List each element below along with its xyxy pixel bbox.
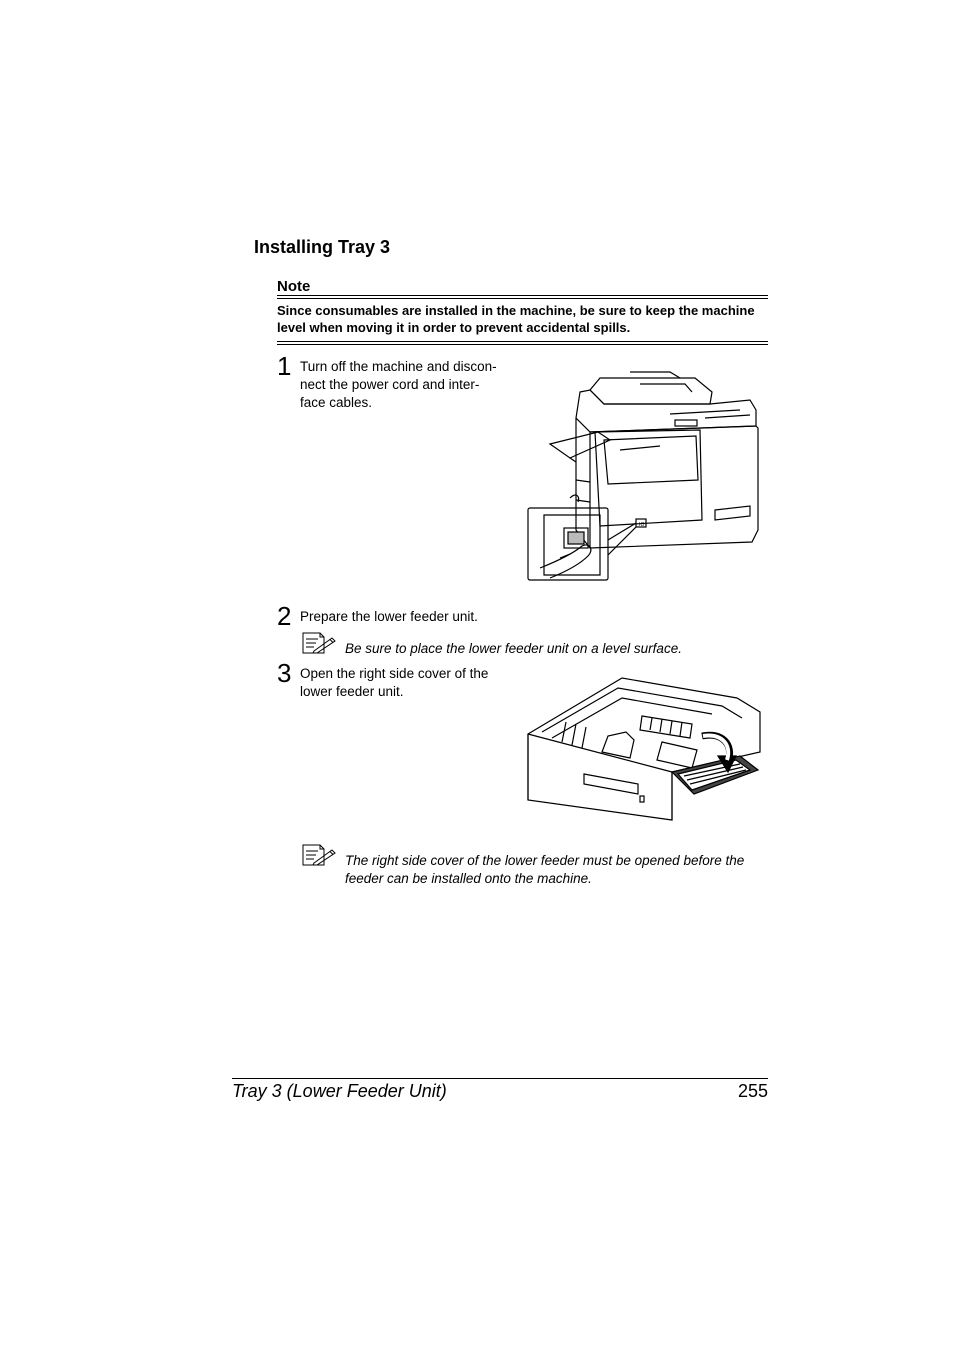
lower-feeder-unit-illustration xyxy=(522,672,767,827)
note-text: Since consumables are installed in the machine, be sure to keep the machine level when moving it in order to prevent accidental spills. xyxy=(277,303,755,335)
tip-1-line: Be sure to place the lower feeder unit on a level surface. xyxy=(345,641,682,656)
svg-text:IO: IO xyxy=(639,522,645,528)
step-1-line: nect the power cord and inter- xyxy=(300,377,480,392)
step-1-line: face cables. xyxy=(300,395,373,410)
page-heading: Installing Tray 3 xyxy=(254,237,391,257)
tip-1-text xyxy=(345,640,682,658)
step-1-number: 1 xyxy=(277,351,292,381)
tip-2-text xyxy=(345,852,744,888)
step-1-line: Turn off the machine and discon- xyxy=(300,359,497,374)
note-top-rule-2 xyxy=(277,298,768,299)
note-bottom-rule xyxy=(277,341,768,342)
step-2-text xyxy=(300,608,478,626)
step-3-number: 3 xyxy=(277,658,292,688)
tip-2-line: feeder can be installed onto the machine. xyxy=(345,871,592,886)
note-pencil-icon xyxy=(302,844,336,866)
note-pencil-icon xyxy=(302,632,336,654)
step-3-line: lower feeder unit. xyxy=(300,684,404,699)
footer-section-title: Tray 3 (Lower Feeder Unit) xyxy=(232,1081,447,1101)
note-top-rule xyxy=(277,295,768,296)
step-1-text xyxy=(300,358,497,412)
page-number: 255 xyxy=(737,1081,768,1101)
note-title: Note xyxy=(277,278,311,295)
step-3-text xyxy=(300,665,488,701)
footer-rule xyxy=(232,1078,768,1079)
note-bottom-rule-2 xyxy=(277,344,768,345)
step-2-number: 2 xyxy=(277,601,292,631)
step-2-line: Prepare the lower feeder unit. xyxy=(300,609,478,624)
printer-power-switch-illustration xyxy=(520,370,765,585)
tip-2-line: The right side cover of the lower feeder must be opened before the xyxy=(345,853,745,868)
step-3-line: Open the right side cover of the xyxy=(300,666,489,681)
